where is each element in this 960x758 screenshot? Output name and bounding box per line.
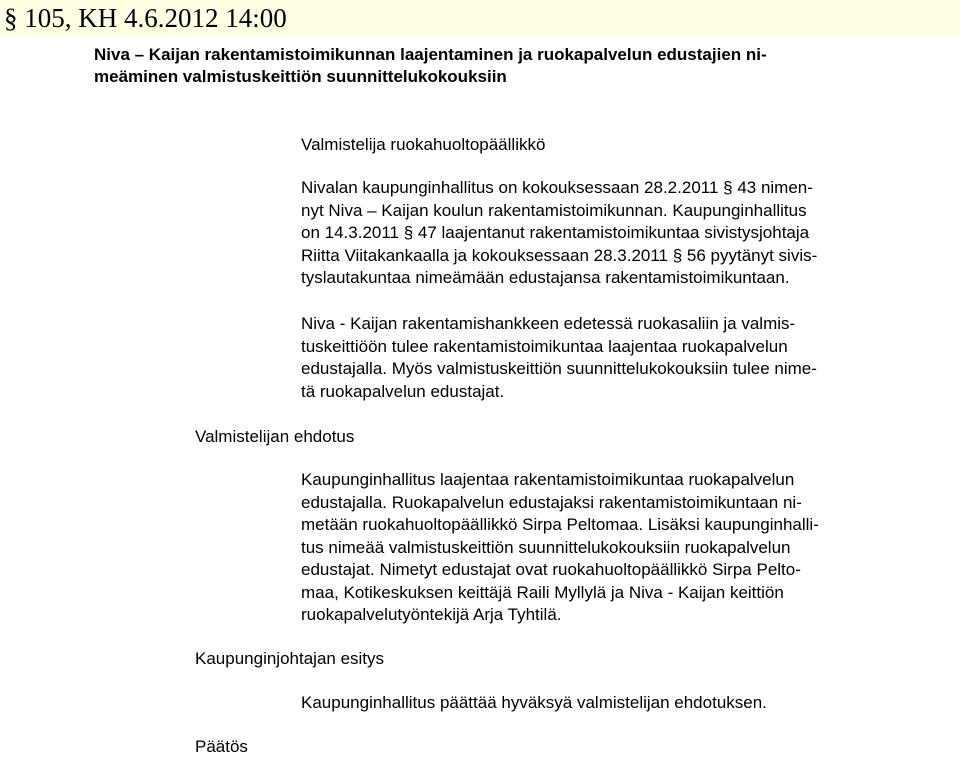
section-reference: § 105, KH 4.6.2012 14:00 <box>4 3 287 33</box>
paragraph-line: edustajat. Nimetyt edustajat ovat ruokahuoltopäällikkö Sirpa Pelto- <box>301 560 801 579</box>
paragraph-line: Nivalan kaupunginhallitus on kokouksessaan 28.2.2011 § 43 nimen- <box>301 178 813 197</box>
paragraph-line: maa, Kotikeskuksen keittäjä Raili Myllylä ja Niva - Kaijan keittiön <box>301 582 784 602</box>
paragraph-line: metään ruokahuoltopäällikkö Sirpa Peltomaa. Lisäksi kaupunginhalli- <box>301 515 819 534</box>
background-paragraph <box>301 177 817 290</box>
paragraph-line: nyt Niva – Kaijan koulun rakentamistoimikunnan. Kaupunginhallitus <box>301 200 807 220</box>
paragraph-line: edustajalla. Myös valmistuskeittiön suunnittelukokouksiin tulee nime- <box>301 359 817 378</box>
mayor-proposal-label: Kaupunginjohtajan esitys <box>195 649 385 668</box>
paragraph-line: Niva - Kaijan rakentamishankkeen edetessä ruokasaliin ja valmis- <box>301 314 796 333</box>
preparer-proposal-label: Valmistelijan ehdotus <box>195 427 355 446</box>
paragraph-line: tus nimeää valmistuskeittiön suunnittelukokouksiin ruokapalvelun <box>301 537 791 557</box>
title-line: Niva – Kaijan rakentamistoimikunnan laajentaminen ja ruokapalvelun edustajien ni- <box>94 45 767 64</box>
document-title <box>94 44 874 88</box>
paragraph-line: tyslautakuntaa nimeämään edustajansa rakentamistoimikuntaan. <box>301 268 790 287</box>
paragraph-line: ruokapalvelutyöntekijä Arja Tyhtilä. <box>301 605 562 624</box>
decision-label: Päätös <box>195 737 248 756</box>
paragraph-line: Kaupunginhallitus laajentaa rakentamistoimikuntaa ruokapalvelun <box>301 470 795 489</box>
paragraph-line: Riitta Viitakankaalla ja kokouksessaan 28.3.2011 § 56 pyytänyt sivis- <box>301 245 818 265</box>
title-line: meäminen valmistuskeittiön suunnittelukokouksiin <box>94 67 507 86</box>
paragraph-line: on 14.3.2011 § 47 laajentanut rakentamistoimikuntaa sivistysjohtaja <box>301 223 810 242</box>
mayor-proposal-text: Kaupunginhallitus päättää hyväksyä valmistelijan ehdotuksen. <box>301 693 767 712</box>
preparer-line: Valmistelija ruokahuoltopäällikkö <box>301 135 546 154</box>
reasoning-paragraph <box>301 313 817 403</box>
section-header-bar <box>0 0 960 36</box>
paragraph-line: tuskeittiöön tulee rakentamistoimikuntaa laajentaa ruokapalvelun <box>301 336 788 356</box>
paragraph-line: edustajalla. Ruokapalvelun edustajaksi rakentamistoimikuntaan ni- <box>301 492 802 512</box>
proposal-paragraph <box>301 469 819 627</box>
paragraph-line: tä ruokapalvelun edustajat. <box>301 381 505 401</box>
